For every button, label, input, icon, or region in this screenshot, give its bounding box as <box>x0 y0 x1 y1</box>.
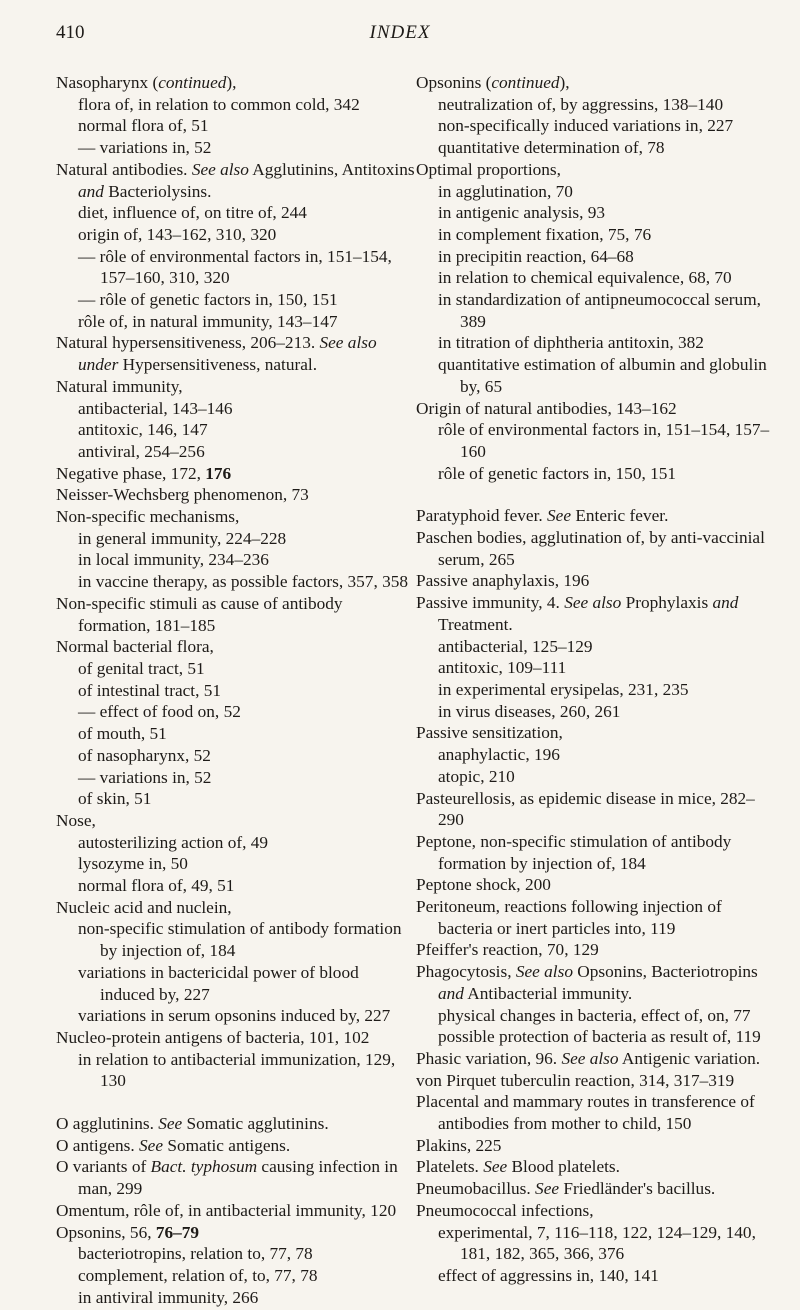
index-entry <box>416 592 776 635</box>
entry-text: Treatment. <box>438 614 513 634</box>
entry-text: Natural hypersensitiveness, 206–213. <box>56 333 320 353</box>
index-subentry <box>56 875 416 897</box>
index-entry <box>56 810 416 832</box>
index-entry <box>416 961 776 1004</box>
entry-text: anaphylactic, 196 <box>438 745 560 765</box>
entry-text: Hypersensitiveness, natural. <box>118 355 318 375</box>
italic-text: See also <box>561 1048 619 1068</box>
index-subentry <box>56 528 416 550</box>
entry-text: von Pirquet tuberculin reaction, 314, 317–319 <box>416 1070 735 1090</box>
index-entry <box>56 1200 416 1222</box>
index-entry <box>56 376 416 398</box>
index-subentry <box>56 1005 416 1027</box>
index-entry <box>416 1178 776 1200</box>
right-column <box>416 72 776 1287</box>
index-entry <box>416 722 776 744</box>
entry-text: in precipitin reaction, 64–68 <box>438 246 634 266</box>
index-entry <box>56 636 416 658</box>
entry-text: Natural immunity, <box>56 376 183 396</box>
entry-text: rôle of, in natural immunity, 143–147 <box>78 311 338 331</box>
entry-text: physical changes in bacteria, effect of, on, 77 <box>438 1005 751 1025</box>
index-entry <box>56 1113 416 1135</box>
section-gap <box>56 1092 416 1113</box>
index-subentry <box>416 419 776 462</box>
index-entry <box>416 72 776 94</box>
entry-text: Plakins, 225 <box>416 1135 502 1155</box>
index-subentry <box>56 1243 416 1265</box>
index-subentry <box>56 419 416 441</box>
entry-text: Platelets. <box>416 1157 484 1177</box>
index-subentry <box>56 723 416 745</box>
entry-text: Somatic antigens. <box>163 1135 291 1155</box>
italic-text: and <box>712 593 739 613</box>
page-header <box>0 22 800 52</box>
index-subentry <box>416 115 776 137</box>
entry-text: in experimental erysipelas, 231, 235 <box>438 679 689 699</box>
entry-text: Peptone, non-specific stimulation of antibody formation by injection of, 184 <box>416 831 732 873</box>
italic-text: See <box>483 1157 508 1177</box>
section-gap <box>416 484 776 505</box>
index-subentry <box>56 289 416 311</box>
entry-text: Paschen bodies, agglutination of, by anti-vaccinial serum, 265 <box>416 528 765 569</box>
entry-text: origin of, 143–162, 310, 320 <box>78 224 277 244</box>
entry-text: antibacterial, 125–129 <box>438 636 593 656</box>
index-entry <box>56 72 416 94</box>
entry-text: variations in serum opsonins induced by, 227 <box>78 1006 391 1026</box>
index-subentry <box>416 137 776 159</box>
entry-text: quantitative estimation of albumin and globulin by, 65 <box>438 355 767 396</box>
index-entry <box>416 398 776 420</box>
index-entry <box>416 939 776 961</box>
index-subentry <box>56 311 416 333</box>
entry-text: — variations in, 52 <box>78 767 212 787</box>
running-title: INDEX <box>369 22 431 43</box>
entry-text: rôle of environmental factors in, 151–154, 157–160 <box>438 420 770 461</box>
entry-text: Agglutinins, Antitoxins <box>248 159 415 179</box>
index-subentry <box>56 767 416 789</box>
entry-text: Peptone shock, 200 <box>416 875 551 895</box>
index-entry <box>416 1070 776 1092</box>
entry-text: Pneumobacillus. <box>416 1179 536 1199</box>
index-subentry <box>416 657 776 679</box>
index-subentry <box>56 224 416 246</box>
entry-text: of nasopharynx, 52 <box>78 745 211 765</box>
index-subentry <box>416 744 776 766</box>
index-subentry <box>56 745 416 767</box>
entry-text: — rôle of genetic factors in, 150, 151 <box>78 290 338 310</box>
index-subentry <box>416 636 776 658</box>
entry-text: antibacterial, 143–146 <box>78 398 233 418</box>
index-entry <box>56 1027 416 1049</box>
italic-text: See also <box>564 593 622 613</box>
entry-text: Nucleic acid and nuclein, <box>56 897 232 917</box>
index-subentry <box>416 94 776 116</box>
entry-text: ), <box>226 73 237 92</box>
entry-text: variations in bactericidal power of blood induced by, 227 <box>78 962 359 1004</box>
entry-text: experimental, 7, 116–118, 122, 124–129, 140, 181, 182, 365, 366, 376 <box>438 1222 756 1264</box>
entry-text: of intestinal tract, 51 <box>78 680 222 700</box>
entry-text: Paratyphoid fever. <box>416 506 548 526</box>
entry-text: Pfeiffer's reaction, 70, 129 <box>416 940 599 960</box>
index-subentry <box>56 398 416 420</box>
entry-text: Passive immunity, 4. <box>416 593 565 613</box>
entry-text: Normal bacterial flora, <box>56 637 214 657</box>
entry-text: Bacteriolysins. <box>103 181 212 201</box>
index-entry <box>416 874 776 896</box>
entry-text: in general immunity, 224–228 <box>78 528 287 548</box>
index-subentry <box>56 853 416 875</box>
italic-text: and <box>438 983 464 1003</box>
index-subentry <box>416 246 776 268</box>
index-subentry <box>416 463 776 485</box>
entry-text: Phagocytosis, <box>416 962 516 982</box>
entry-text: in vaccine therapy, as possible factors, 357, 358 <box>78 572 409 592</box>
bold-page-ref: 176 <box>205 463 232 483</box>
entry-text: in standardization of antipneumococcal serum, 389 <box>438 290 761 331</box>
index-subentry <box>56 918 416 961</box>
italic-text: See also <box>515 962 573 982</box>
index-subentry <box>56 832 416 854</box>
entry-text: complement, relation of, to, 77, 78 <box>78 1265 318 1285</box>
entry-text: Opsonins, 56, <box>56 1222 156 1242</box>
index-entry <box>56 484 416 506</box>
page-number: 410 <box>56 22 85 43</box>
index-subentry <box>56 701 416 723</box>
entry-text: Omentum, rôle of, in antibacterial immunity, 120 <box>56 1200 397 1220</box>
entry-text: Nose, <box>56 810 96 830</box>
italic-text: continued <box>491 73 560 92</box>
index-subentry <box>416 267 776 289</box>
entry-text: Passive anaphylaxis, 196 <box>416 571 590 591</box>
entry-text: ), <box>559 73 570 92</box>
entry-text: Opsonins ( <box>416 73 492 92</box>
italic-text: See <box>158 1114 183 1134</box>
entry-text: non-specific stimulation of antibody formation by injection of, 184 <box>78 919 402 961</box>
entry-text: Non-specific stimuli as cause of antibody formation, 181–185 <box>56 593 343 635</box>
index-subentry <box>56 202 416 224</box>
entry-text: Passive sensitization, <box>416 723 563 743</box>
entry-text: Antigenic variation. <box>618 1048 761 1068</box>
index-subentry <box>56 1265 416 1287</box>
italic-text: See <box>139 1135 164 1155</box>
italic-text: See <box>547 506 571 526</box>
index-entry <box>416 527 776 570</box>
entry-text: — variations in, 52 <box>78 138 212 158</box>
entry-text: bacteriotropins, relation to, 77, 78 <box>78 1244 313 1264</box>
italic-text: See <box>535 1179 560 1199</box>
entry-text: lysozyme in, 50 <box>78 854 188 874</box>
entry-text: Nasopharynx ( <box>56 73 159 92</box>
italic-text: See also <box>191 159 249 179</box>
entry-text: in agglutination, 70 <box>438 181 573 201</box>
entry-text: antiviral, 254–256 <box>78 441 205 461</box>
entry-text: antitoxic, 146, 147 <box>78 420 208 440</box>
entry-text: in antigenic analysis, 93 <box>438 203 606 223</box>
index-entry <box>416 159 776 181</box>
entry-text: neutralization of, by aggressins, 138–140 <box>438 94 724 114</box>
index-entry <box>56 1222 416 1244</box>
entry-text: Neisser-Wechsberg phenomenon, 73 <box>56 485 309 505</box>
entry-text: in antiviral immunity, 266 <box>78 1287 259 1307</box>
index-entry <box>56 1156 416 1199</box>
entry-text: O agglutinins. <box>56 1114 159 1134</box>
entry-text: non-specifically induced variations in, 227 <box>438 116 734 136</box>
entry-text: O antigens. <box>56 1135 140 1155</box>
index-entry <box>416 788 776 831</box>
entry-text: Phasic variation, 96. <box>416 1048 562 1068</box>
entry-text: Placental and mammary routes in transference of antibodies from mother to child, 150 <box>416 1092 755 1134</box>
index-entry <box>56 897 416 919</box>
entry-text: diet, influence of, on titre of, 244 <box>78 203 307 223</box>
index-entry <box>416 1091 776 1134</box>
entry-text: in complement fixation, 75, 76 <box>438 224 652 244</box>
index-entry <box>416 1156 776 1178</box>
entry-text: Negative phase, 172, <box>56 463 206 483</box>
entry-text: — rôle of environmental factors in, 151–154, 157–160, 310, 320 <box>78 246 392 288</box>
entry-text: causing infection in man, 299 <box>78 1157 398 1199</box>
index-subentry <box>56 962 416 1005</box>
index-subentry <box>56 94 416 116</box>
index-entry <box>56 332 416 375</box>
index-subentry <box>56 680 416 702</box>
index-subentry <box>416 354 776 397</box>
index-entry <box>56 463 416 485</box>
index-subentry <box>416 289 776 332</box>
italic-text: continued <box>158 73 227 92</box>
entry-text: possible protection of bacteria as result of, 119 <box>438 1027 761 1047</box>
entry-text: autosterilizing action of, 49 <box>78 832 269 852</box>
index-subentry <box>416 224 776 246</box>
index-subentry <box>416 1005 776 1027</box>
entry-text: rôle of genetic factors in, 150, 151 <box>438 463 677 483</box>
entry-text: of genital tract, 51 <box>78 658 205 678</box>
entry-text: — effect of food on, 52 <box>78 702 241 722</box>
entry-text: Origin of natural antibodies, 143–162 <box>416 398 677 418</box>
index-subentry <box>56 115 416 137</box>
entry-text: O variants of <box>56 1157 151 1177</box>
index-subentry <box>56 441 416 463</box>
index-subentry <box>416 1265 776 1287</box>
entry-text: normal flora of, 49, 51 <box>78 876 235 896</box>
index-subentry <box>416 766 776 788</box>
index-entry <box>416 896 776 939</box>
entry-text: Opsonins, Bacteriotropins <box>572 962 758 982</box>
entry-text: Antibacterial immunity. <box>463 983 633 1003</box>
entry-text: Pasteurellosis, as epidemic disease in mice, 282–290 <box>416 788 755 830</box>
index-entry <box>56 506 416 528</box>
entry-text: Prophylaxis <box>621 593 713 613</box>
entry-text: normal flora of, 51 <box>78 116 209 136</box>
entry-text: Natural antibodies. <box>56 159 192 179</box>
index-entry <box>56 593 416 636</box>
index-subentry <box>56 658 416 680</box>
left-column <box>56 72 416 1308</box>
entry-text: in relation to antibacterial immunization, 129, 130 <box>78 1049 396 1091</box>
entry-text: Nucleo-protein antigens of bacteria, 101, 102 <box>56 1027 370 1047</box>
index-entry <box>416 570 776 592</box>
entry-text: effect of aggressins in, 140, 141 <box>438 1265 659 1285</box>
index-subentry <box>416 701 776 723</box>
entry-text: atopic, 210 <box>438 766 515 786</box>
entry-text: flora of, in relation to common cold, 342 <box>78 94 360 114</box>
entry-text: Peritoneum, reactions following injection of bacteria or inert particles into, 119 <box>416 897 722 938</box>
entry-text: in virus diseases, 260, 261 <box>438 701 621 721</box>
entry-text: Somatic agglutinins. <box>182 1114 329 1134</box>
index-entry <box>56 1135 416 1157</box>
index-subentry <box>56 246 416 289</box>
index-subentry <box>416 1026 776 1048</box>
index-subentry <box>416 679 776 701</box>
entry-text: of skin, 51 <box>78 789 152 809</box>
index-subentry <box>56 549 416 571</box>
entry-text: Blood platelets. <box>507 1157 620 1177</box>
index-subentry <box>416 1222 776 1265</box>
index-subentry <box>56 788 416 810</box>
index-subentry <box>416 181 776 203</box>
italic-text: Bact. typhosum <box>150 1157 258 1177</box>
italic-text: and <box>78 181 104 201</box>
index-subentry <box>416 332 776 354</box>
index-entry <box>416 1048 776 1070</box>
entry-text: in local immunity, 234–236 <box>78 550 269 570</box>
index-subentry <box>56 137 416 159</box>
entry-text: Enteric fever. <box>571 506 669 526</box>
index-entry <box>416 1200 776 1222</box>
entry-text: quantitative determination of, 78 <box>438 138 665 158</box>
index-entry <box>416 831 776 874</box>
italic-text: See also under <box>78 333 377 375</box>
entry-text: Friedländer's bacillus. <box>559 1179 716 1199</box>
index-subentry <box>416 202 776 224</box>
entry-text: in relation to chemical equivalence, 68, 70 <box>438 268 732 288</box>
index-entry <box>416 1135 776 1157</box>
index-subentry <box>56 1049 416 1092</box>
index-entry <box>416 505 776 527</box>
index-entry <box>56 159 416 202</box>
entry-text: Optimal proportions, <box>416 159 561 179</box>
bold-page-ref: 76–79 <box>155 1222 200 1242</box>
entry-text: antitoxic, 109–111 <box>438 658 567 678</box>
entry-text: Pneumococcal infections, <box>416 1200 594 1220</box>
index-subentry <box>56 1287 416 1309</box>
index-subentry <box>56 571 416 593</box>
entry-text: in titration of diphtheria antitoxin, 382 <box>438 333 704 353</box>
entry-text: of mouth, 51 <box>78 724 167 744</box>
entry-text: Non-specific mechanisms, <box>56 507 240 527</box>
